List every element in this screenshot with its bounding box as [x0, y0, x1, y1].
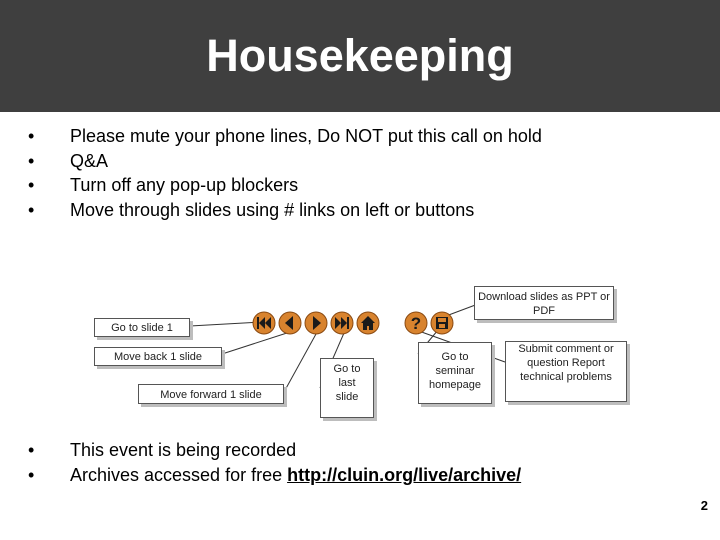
download-callout: Download slides as PPT or PDF	[474, 286, 614, 320]
first-slide-icon[interactable]	[252, 311, 276, 335]
submit-comment-callout: Submit comment or question Report technical problems	[505, 341, 627, 402]
bottom-bullet-list	[28, 438, 521, 487]
go-to-last-slide-callout: Go to last slide	[320, 358, 374, 418]
slide-title: Housekeeping	[206, 30, 514, 81]
last-slide-icon[interactable]	[330, 311, 354, 335]
page-number: 2	[700, 498, 708, 513]
go-to-seminar-homepage-callout: Go to seminar homepage	[418, 342, 492, 404]
help-icon[interactable]	[404, 311, 428, 335]
next-slide-icon[interactable]	[304, 311, 328, 335]
bullet-item: • Q&A	[28, 150, 109, 171]
home-icon[interactable]	[356, 311, 380, 335]
bullet-item: • Move through slides using # links on left or buttons	[28, 199, 475, 220]
move-back-callout: Move back 1 slide	[94, 347, 222, 366]
bullet-item: • Turn off any pop-up blockers	[28, 175, 299, 195]
svg-text:?: ?	[410, 314, 422, 333]
previous-slide-icon[interactable]	[278, 311, 302, 335]
bullet-item: • This event is being recorded	[28, 440, 297, 460]
download-icon[interactable]	[430, 311, 454, 335]
go-to-slide-1-callout: Go to slide 1	[94, 318, 190, 337]
bullet-item: • Please mute your phone lines, Do NOT put this call on hold	[28, 126, 542, 146]
move-forward-callout: Move forward 1 slide	[138, 384, 284, 404]
bullet-item: • Archives accessed for free http://cluin.org/live/archive/	[28, 464, 522, 485]
archive-link[interactable]: http://cluin.org/live/archive/	[287, 464, 522, 485]
